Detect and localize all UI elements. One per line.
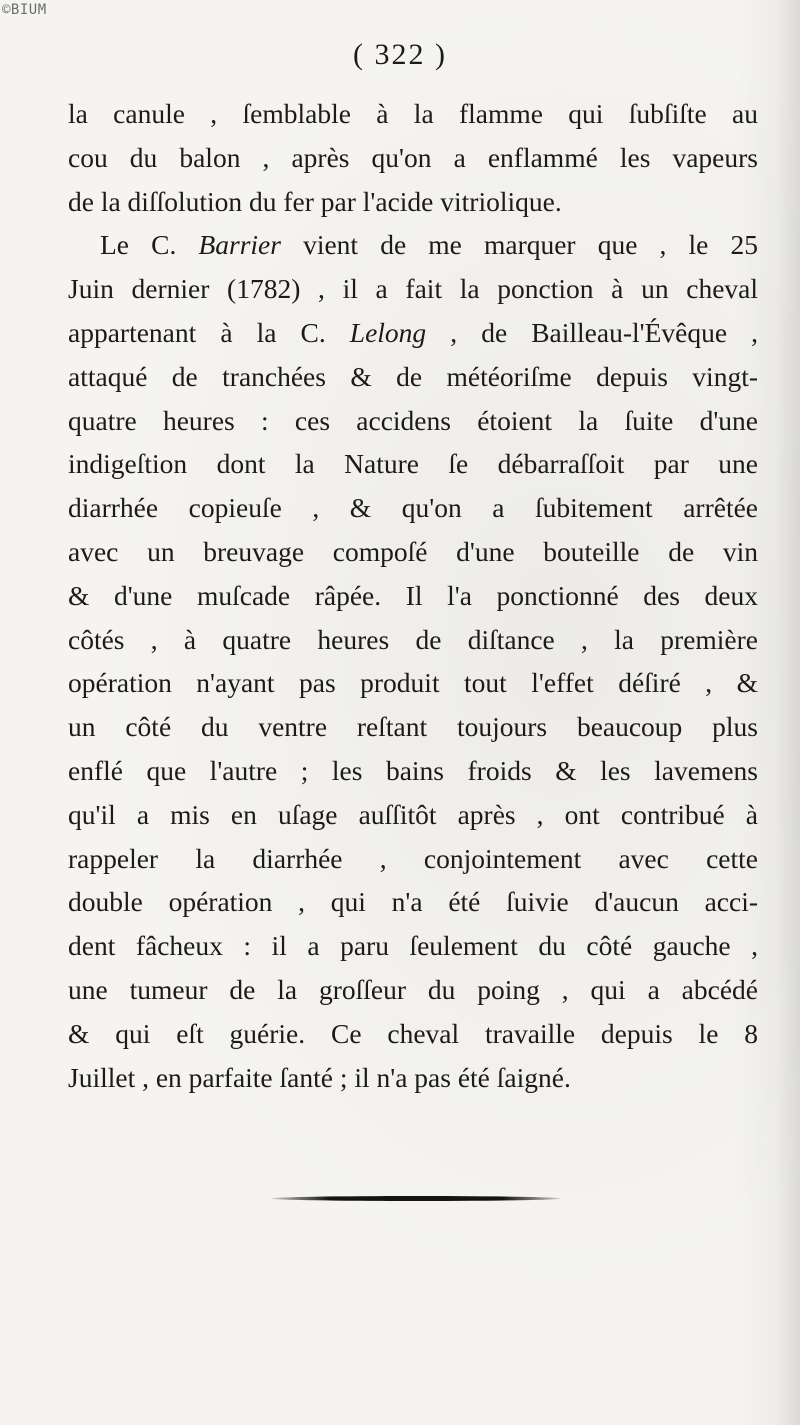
page-edge-shadow [776,0,800,1425]
text-line: opération n'ayant pas produit tout l'effet déſiré , & [68,667,758,699]
text-line: côtés , à quatre heures de diſtance , la première [68,623,758,655]
text-line: diarrhée copieuſe , & qu'on a ſubitement arrêtée [68,492,758,524]
closing-rule [272,1196,560,1201]
text-line: indigeſtion dont la Nature ſe débarraſſoit par une [68,448,758,480]
text-line: Le C. Barrier vient de me marquer que , le 25 [100,229,758,261]
text-line: un côté du ventre reſtant toujours beaucoup plus [68,711,758,743]
text-line: Juin dernier (1782) , il a fait la ponction à un cheval [68,273,758,305]
text-line: enflé que l'autre ; les bains froids & les lavemens [68,754,758,786]
text-line: & d'une muſcade râpée. Il l'a ponctionné des deux [68,579,758,611]
text-line: qu'il a mis en uſage auſſitôt après , ont contribué à [68,798,758,830]
watermark: ©BIUM [2,2,47,18]
text-line: Juillet , en parfaite ſanté ; il n'a pas été ſaigné. [68,1061,571,1093]
text-line: & qui eſt guérie. Ce cheval travaille depuis le 8 [68,1017,758,1049]
text-line: dent fâcheux : il a paru ſeulement du côté gauche , [68,930,758,962]
text-line: la canule , ſemblable à la flamme qui ſubſiſte au [68,98,758,129]
page-number: ( 322 ) [353,38,447,71]
text-line: quatre heures : ces accidens étoient la ſuite d'une [68,404,758,436]
body-text [68,92,758,1099]
text-line: rappeler la diarrhée , conjointement avec cette [68,842,758,874]
text-line: avec un breuvage compoſé d'une bouteille de vin [68,535,758,567]
text-line: cou du balon , après qu'on a enflammé les vapeurs [68,141,758,173]
text-line: double opération , qui n'a été ſuivie d'aucun acci- [68,886,758,918]
text-line: attaqué de tranchées & de météoriſme depuis vingt- [68,360,758,392]
text-line: de la diſſolution du fer par l'acide vitriolique. [68,185,562,217]
text-line: appartenant à la C. Lelong , de Bailleau-l'Évêque , [68,316,758,348]
text-line: une tumeur de la groſſeur du poing , qui a abcédé [68,973,758,1005]
